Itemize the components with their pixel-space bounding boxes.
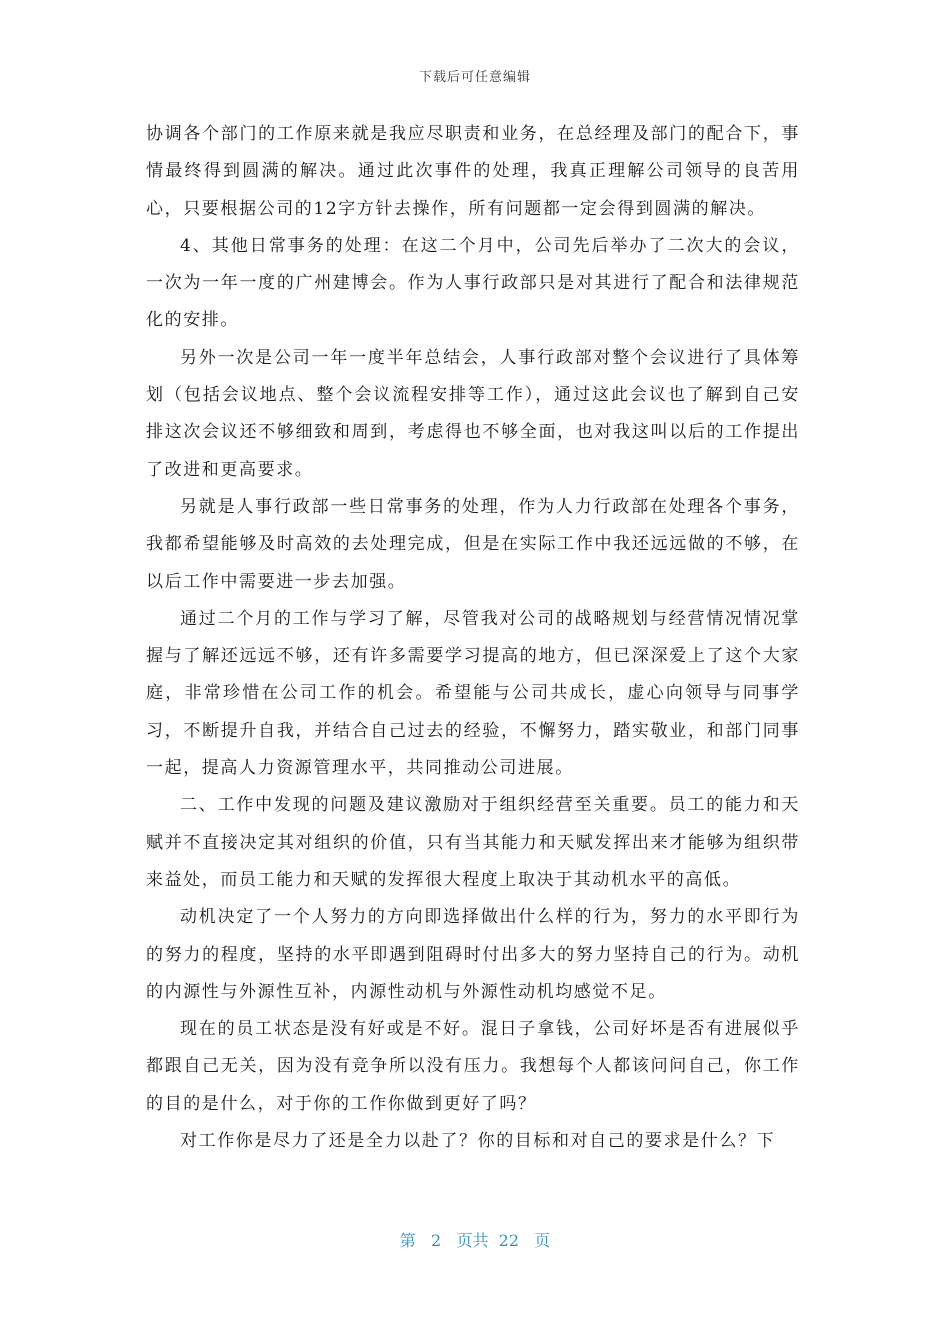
page-number: 2 xyxy=(431,1231,442,1250)
page-label: 第 xyxy=(399,1231,416,1250)
page-total-label: 页共 xyxy=(456,1231,489,1250)
paragraph: 另外一次是公司一年一度半年总结会，人事行政部对整个会议进行了具体筹划（包括会议地点、整个会议流程安排等工作），通过这此会议也了解到自己安排这次会议还不够细致和周到，考虑得也不够全面，也对我这叫以后的工作提出了改进和更高要求。 xyxy=(146,347,800,480)
paragraph: 动机决定了一个人努力的方向即选择做出什么样的行为，努力的水平即行为的努力的程度，坚持的水平即遇到阻碍时付出多大的努力坚持自己的行为。动机的内源性与外源性互补，内源性动机与外源性动机均感觉不足。 xyxy=(146,907,800,1002)
page-suffix: 页 xyxy=(534,1231,551,1250)
paragraph: 协调各个部门的工作原来就是我应尽职责和业务，在总经理及部门的配合下，事情最终得到圆满的解决。通过此次事件的处理，我真正理解公司领导的良苦用心，只要根据公司的12字方针去操作，所有问题都一定会得到圆满的解决。 xyxy=(146,124,800,219)
paragraph: 对工作你是尽力了还是全力以赴了？你的目标和对自己的要求是什么？下 xyxy=(180,1131,776,1152)
paragraph: 通过二个月的工作与学习了解，尽管我对公司的战略规划与经营情况情况掌握与了解还远远不够，还有许多需要学习提高的地方，但已深深爱上了这个大家庭，非常珍惜在公司工作的机会。希望能与公司共成长，虚心向领导与同事学习，不断提升自我，并结合自己过去的经验，不懈努力，踏实敬业，和部门同事一起，提高人力资源管理水平，共同推动公司进展。 xyxy=(146,608,800,779)
paragraph: 另就是人事行政部一些日常事务的处理，作为人力行政部在处理各个事务，我都希望能够及时高效的去处理完成，但是在实际工作中我还远远做的不够，在以后工作中需要进一步去加强。 xyxy=(146,496,800,592)
paragraph: 现在的员工状态是没有好或是不好。混日子拿钱，公司好坏是否有进展似乎都跟自己无关，因为没有竞争所以没有压力。我想每个人都该问问自己，你工作的目的是什么，对于你的工作你做到更好了吗？ xyxy=(146,1019,800,1114)
page-footer xyxy=(0,1228,950,1251)
page-total: 22 xyxy=(498,1231,519,1250)
page-header: 下载后可任意编辑 xyxy=(418,70,531,85)
document-body xyxy=(146,116,800,1160)
paragraph: 4、其他日常事务的处理：在这二个月中，公司先后举办了二次大的会议，一次为一年一度的广州建博会。作为人事行政部只是对其进行了配合和法律规范化的安排。 xyxy=(146,235,800,331)
paragraph: 二、工作中发现的问题及建议激励对于组织经营至关重要。员工的能力和天赋并不直接决定其对组织的价值，只有当其能力和天赋发挥出来才能够为组织带来益处，而员工能力和天赋的发挥很大程度上取决于其动机水平的高低。 xyxy=(146,795,800,890)
